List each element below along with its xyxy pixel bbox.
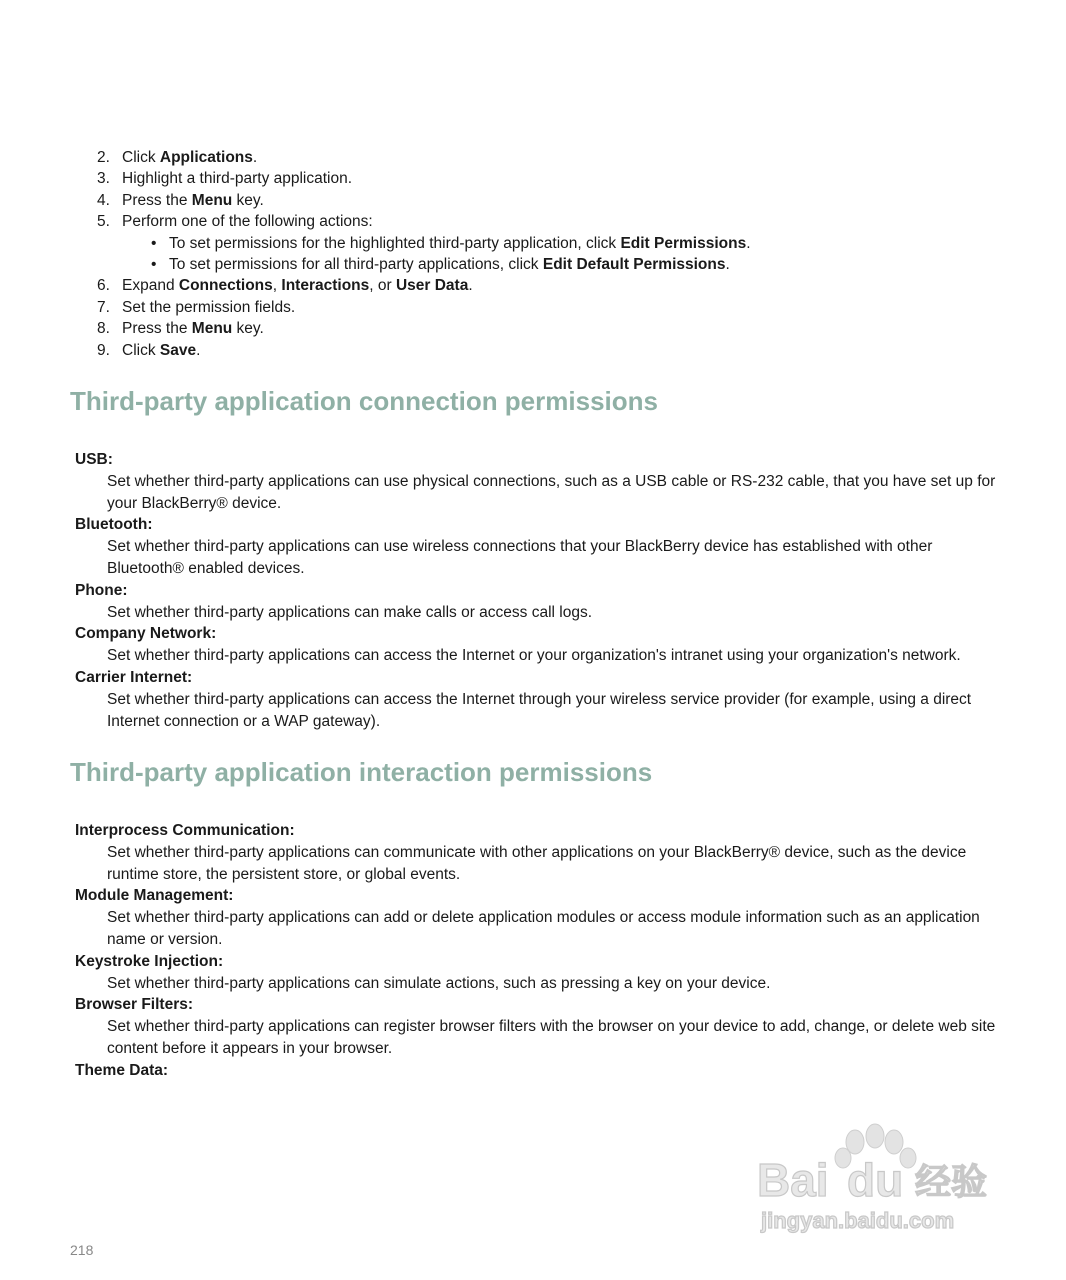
definition-item <box>75 820 1000 885</box>
definition-description: Set whether third-party applications can use wireless connections that your BlackBerry device has established with other Bluetooth® enabled devices. <box>107 538 933 577</box>
definition-description: Set whether third-party applications can simulate actions, such as pressing a key on your device. <box>107 974 771 992</box>
step-number: 6. <box>97 277 110 295</box>
step-item <box>97 211 997 232</box>
bullet-list <box>97 233 997 276</box>
step-item <box>97 318 997 339</box>
watermark-url: jingyan.baidu.com <box>761 1208 955 1233</box>
bullet-dot: • <box>151 256 157 274</box>
definition-term: Theme Data: <box>75 1061 169 1079</box>
step-text: Perform one of the following actions: <box>122 213 373 231</box>
definition-term: Browser Filters: <box>75 996 194 1014</box>
definition-term: Carrier Internet: <box>75 668 193 686</box>
definition-description: Set whether third-party applications can add or delete application modules or access module information such as an application name or version. <box>107 909 980 948</box>
bullet-item <box>97 233 997 254</box>
watermark-cn: 经验 <box>915 1161 988 1202</box>
bullet-dot: • <box>151 234 157 252</box>
bullet-item <box>97 254 997 275</box>
definition-item <box>75 885 1000 950</box>
step-item <box>97 340 997 361</box>
definition-item <box>75 623 1000 667</box>
definition-description: Set whether third-party applications can communicate with other applications on your BlackBerry® device, such as the device runtime store, the persistent store, or global events. <box>107 843 967 883</box>
definition-term: Interprocess Communication: <box>75 822 295 839</box>
step-text: Expand Connections, Interactions, or User Data. <box>122 277 473 295</box>
baidu-paw-logo <box>755 1120 1005 1240</box>
definition-item <box>75 1060 1000 1082</box>
step-text: Click Applications. <box>122 149 258 166</box>
step-number: 5. <box>97 213 110 231</box>
step-number: 9. <box>97 341 110 359</box>
step-number: 4. <box>97 191 110 209</box>
step-text: Press the Menu key. <box>122 320 264 338</box>
connection-permissions-heading: Third-party application connection permissions <box>70 386 658 416</box>
definition-description: Set whether third-party applications can register browser filters with the browser on your device to add, change, or delete web site content before it appears in your browser. <box>107 1018 996 1057</box>
step-text: Highlight a third-party application. <box>122 170 353 188</box>
definition-term: Keystroke Injection: <box>75 952 224 970</box>
watermark-brand-left: Bai <box>757 1154 829 1206</box>
step-number: 3. <box>97 170 110 188</box>
definition-term: USB: <box>75 451 113 468</box>
definition-term: Module Management: <box>75 887 234 905</box>
definition-description: Set whether third-party applications can make calls or access call logs. <box>107 603 593 621</box>
connection-permissions-list <box>75 449 1000 732</box>
page-number: 218 <box>70 1242 94 1258</box>
step-item <box>97 297 997 318</box>
definition-item <box>75 514 1000 579</box>
step-item <box>97 275 997 296</box>
definition-item <box>75 580 1000 624</box>
step-number: 7. <box>97 298 110 316</box>
definition-term: Phone: <box>75 581 128 599</box>
definition-description: Set whether third-party applications can access the Internet or your organization's intranet using your organization's network. <box>107 647 961 665</box>
definition-term: Company Network: <box>75 625 217 643</box>
step-text: Click Save. <box>122 341 201 359</box>
step-number: 8. <box>97 320 110 338</box>
baidu-watermark <box>755 1120 1005 1240</box>
interaction-permissions-heading: Third-party application interaction permissions <box>70 757 653 787</box>
bullet-text: To set permissions for all third-party applications, click Edit Default Permissions. <box>169 256 730 274</box>
definition-item <box>75 951 1000 995</box>
bullet-text: To set permissions for the highlighted third-party application, click Edit Permissions. <box>169 234 751 252</box>
definition-description: Set whether third-party applications can use physical connections, such as a USB cable or RS-232 cable, that you have set up for your BlackBerry® device. <box>107 472 996 512</box>
definition-item <box>75 449 1000 514</box>
definition-item <box>75 667 1000 732</box>
step-text: Press the Menu key. <box>122 191 264 209</box>
definition-item <box>75 994 1000 1059</box>
definition-term: Bluetooth: <box>75 516 153 534</box>
step-item <box>97 168 997 189</box>
definition-description: Set whether third-party applications can access the Internet through your wireless service provider (for example, using a direct Internet connection or a WAP gateway). <box>107 690 972 730</box>
step-item <box>97 147 997 168</box>
step-number: 2. <box>97 149 110 166</box>
step-item <box>97 190 997 211</box>
step-text: Set the permission fields. <box>122 298 296 316</box>
interaction-permissions-list <box>75 820 1000 1082</box>
watermark-brand-right: du <box>847 1154 904 1206</box>
steps-list <box>97 147 997 361</box>
